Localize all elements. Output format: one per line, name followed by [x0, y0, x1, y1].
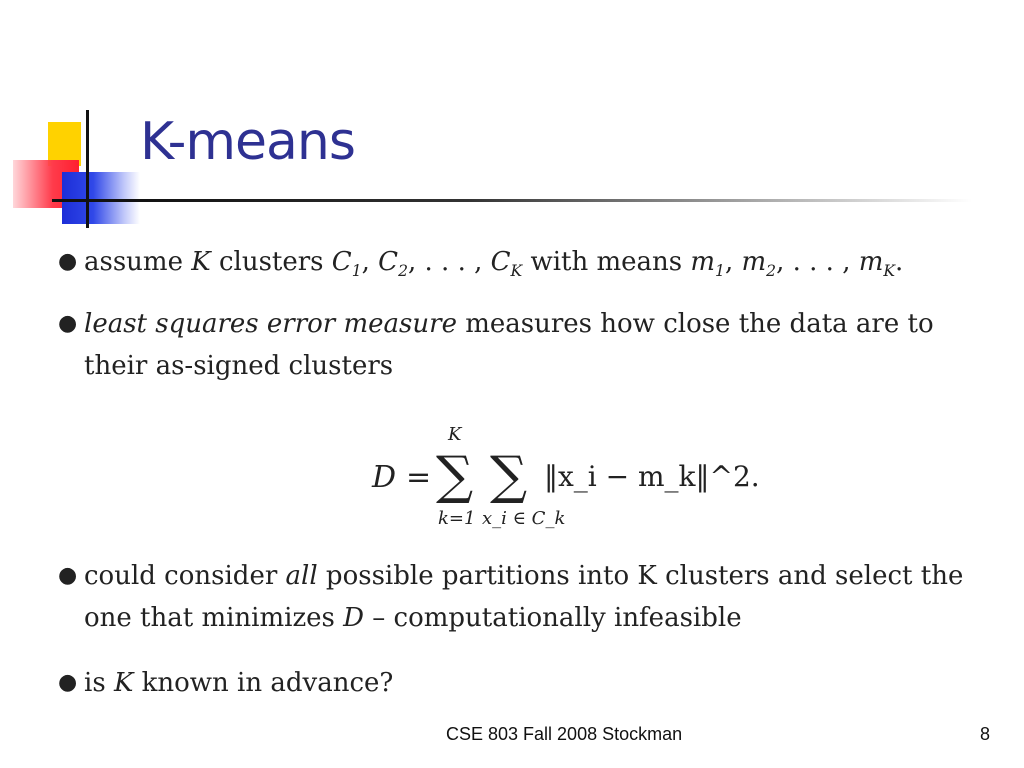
emphasized-text: least squares error measure	[84, 309, 457, 339]
equation-body: ‖x_i − m_k‖^2.	[544, 460, 760, 493]
slide-title: K-means	[140, 112, 355, 172]
bullet-text: least squares error measure measures how close the data are to their as-signed clusters	[84, 309, 934, 381]
bullet-dot: ●	[58, 563, 78, 588]
blue-square	[62, 172, 140, 224]
math-symbol: $m_1$	[690, 247, 725, 281]
math-symbol: $C_2$	[378, 247, 408, 281]
bullet-2	[58, 303, 980, 387]
title-underline	[132, 199, 972, 202]
bullet-text: could consider all possible partitions into K clusters and select the one that minimizes D – computationally infeasible	[84, 561, 964, 633]
vertical-line	[86, 110, 89, 228]
summation-sign: ∑	[490, 446, 528, 506]
sum-lower-limit: k=1	[438, 508, 476, 529]
bullet-text: is K known in advance?	[84, 668, 394, 698]
math-symbol: D	[343, 603, 365, 633]
bullet-1	[58, 241, 980, 292]
math-symbol: $C_K$	[490, 247, 523, 281]
footer-text: CSE 803 Fall 2008 Stockman	[446, 724, 683, 744]
equals-sign: =	[406, 460, 432, 495]
bullet-4	[58, 662, 980, 704]
distortion-equation	[372, 422, 760, 534]
horizontal-line	[52, 199, 140, 202]
summation-sign: ∑	[436, 446, 474, 506]
math-symbol: K	[191, 247, 211, 277]
bullet-3	[58, 555, 980, 639]
title-decoration	[0, 0, 140, 240]
page-number: 8	[980, 724, 991, 744]
math-symbol: $m_K$	[858, 247, 896, 281]
math-symbol: $m_2$	[741, 247, 777, 281]
bullet-dot: ●	[58, 311, 78, 336]
equation-lhs: D	[372, 460, 397, 495]
bullet-dot: ●	[58, 249, 78, 274]
bullet-dot: ●	[58, 670, 78, 695]
inner-sum-lower-limit: x_i ∈ C_k	[482, 508, 566, 529]
emphasized-text: all	[285, 561, 318, 591]
math-symbol: K	[113, 668, 134, 698]
math-symbol: $C_1$	[331, 247, 362, 281]
bullet-text: assume K clusters $C_1$, $C_2$, . . . , $C_K$ with means $m_1$, $m_2$, . . . , $m_K$.	[84, 247, 904, 281]
sum-upper-limit: K	[448, 424, 462, 445]
